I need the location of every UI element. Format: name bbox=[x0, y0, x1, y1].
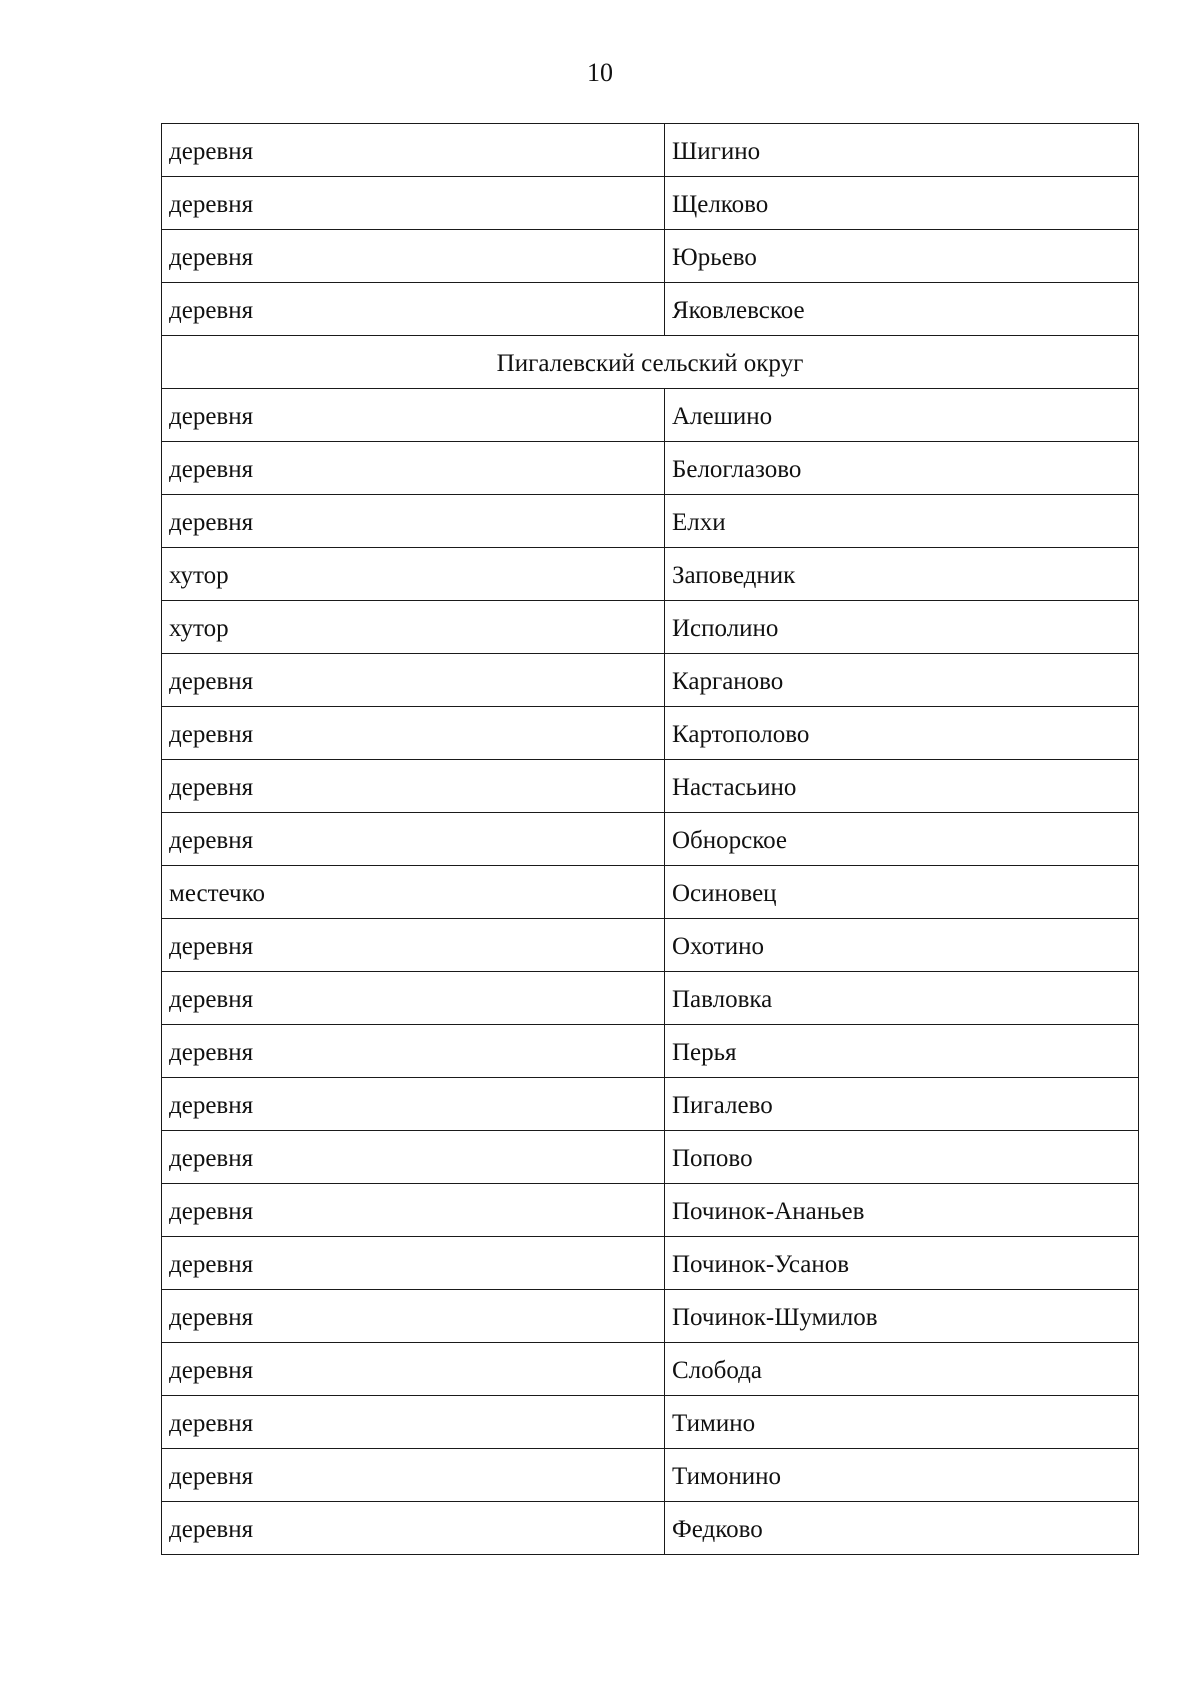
settlement-name: Пигалево bbox=[672, 1092, 773, 1119]
section-heading-row bbox=[162, 336, 1139, 389]
settlement-name: Карганово bbox=[672, 668, 784, 695]
settlement-type-cell bbox=[162, 1184, 665, 1237]
settlement-type: деревня bbox=[169, 827, 254, 854]
settlement-name-cell bbox=[665, 601, 1139, 654]
settlement-type-cell bbox=[162, 1025, 665, 1078]
settlement-type-cell bbox=[162, 1131, 665, 1184]
table-row bbox=[162, 124, 1139, 177]
settlement-type: деревня bbox=[169, 1145, 254, 1172]
settlement-type: деревня bbox=[169, 1357, 254, 1384]
district-heading-cell bbox=[162, 336, 1139, 389]
settlement-type: деревня bbox=[169, 1516, 254, 1543]
settlement-type: деревня bbox=[169, 1463, 254, 1490]
settlement-name: Картополово bbox=[672, 721, 810, 748]
settlement-name-cell bbox=[665, 1449, 1139, 1502]
table-row bbox=[162, 1237, 1139, 1290]
table-row bbox=[162, 1396, 1139, 1449]
settlement-type: деревня bbox=[169, 1039, 254, 1066]
settlement-name-cell bbox=[665, 177, 1139, 230]
table-row bbox=[162, 866, 1139, 919]
settlement-type: деревня bbox=[169, 721, 254, 748]
settlements-table bbox=[161, 123, 1139, 1555]
settlement-name-cell bbox=[665, 1184, 1139, 1237]
settlement-type-cell bbox=[162, 813, 665, 866]
settlement-name: Яковлевское bbox=[672, 297, 805, 324]
table-row bbox=[162, 495, 1139, 548]
table-row bbox=[162, 442, 1139, 495]
settlement-name: Починок-Ананьев bbox=[672, 1198, 865, 1225]
settlement-name: Павловка bbox=[672, 986, 773, 1013]
settlement-name-cell bbox=[665, 230, 1139, 283]
settlement-type: хутор bbox=[169, 615, 229, 642]
settlement-name: Починок-Усанов bbox=[672, 1251, 850, 1278]
settlement-type-cell bbox=[162, 442, 665, 495]
settlement-name-cell bbox=[665, 1237, 1139, 1290]
table-row bbox=[162, 1184, 1139, 1237]
settlement-type-cell bbox=[162, 866, 665, 919]
settlement-type: деревня bbox=[169, 1410, 254, 1437]
settlement-name: Щелково bbox=[672, 191, 769, 218]
settlement-name-cell bbox=[665, 972, 1139, 1025]
settlement-type-cell bbox=[162, 1237, 665, 1290]
table-row bbox=[162, 1078, 1139, 1131]
settlement-type: деревня bbox=[169, 986, 254, 1013]
settlement-type: деревня bbox=[169, 403, 254, 430]
settlement-type-cell bbox=[162, 1290, 665, 1343]
settlement-type: деревня bbox=[169, 933, 254, 960]
table-row bbox=[162, 548, 1139, 601]
settlement-type-cell bbox=[162, 1343, 665, 1396]
table-row bbox=[162, 919, 1139, 972]
settlement-name-cell bbox=[665, 707, 1139, 760]
settlement-name-cell bbox=[665, 1343, 1139, 1396]
settlement-type-cell bbox=[162, 919, 665, 972]
settlement-name: Перья bbox=[672, 1039, 737, 1066]
settlement-name: Белоглазово bbox=[672, 456, 802, 483]
settlement-name: Тимонино bbox=[672, 1463, 781, 1490]
table-row bbox=[162, 230, 1139, 283]
settlement-name: Шигино bbox=[672, 138, 761, 165]
table-row bbox=[162, 1343, 1139, 1396]
settlement-name-cell bbox=[665, 813, 1139, 866]
table-row bbox=[162, 1025, 1139, 1078]
settlement-type-cell bbox=[162, 177, 665, 230]
settlement-type: деревня bbox=[169, 1092, 254, 1119]
settlement-type: деревня bbox=[169, 1198, 254, 1225]
settlement-name-cell bbox=[665, 124, 1139, 177]
settlement-name: Осиновец bbox=[672, 880, 777, 907]
settlement-type: деревня bbox=[169, 138, 254, 165]
settlement-name-cell bbox=[665, 1396, 1139, 1449]
settlement-name: Тимино bbox=[672, 1410, 756, 1437]
settlement-name: Исполино bbox=[672, 615, 779, 642]
table-row bbox=[162, 601, 1139, 654]
settlement-type: деревня bbox=[169, 1304, 254, 1331]
table-row bbox=[162, 389, 1139, 442]
settlement-name-cell bbox=[665, 389, 1139, 442]
settlement-type-cell bbox=[162, 707, 665, 760]
settlement-type-cell bbox=[162, 601, 665, 654]
table-row bbox=[162, 283, 1139, 336]
table-row bbox=[162, 1290, 1139, 1343]
settlement-name: Юрьево bbox=[672, 244, 757, 271]
settlement-name: Настасьино bbox=[672, 774, 797, 801]
settlement-name-cell bbox=[665, 1290, 1139, 1343]
page-number: 10 bbox=[587, 58, 613, 87]
settlement-name-cell bbox=[665, 548, 1139, 601]
settlement-type-cell bbox=[162, 389, 665, 442]
settlement-type-cell bbox=[162, 760, 665, 813]
table-row bbox=[162, 177, 1139, 230]
settlement-type: хутор bbox=[169, 562, 229, 589]
table-row bbox=[162, 1131, 1139, 1184]
settlement-name-cell bbox=[665, 654, 1139, 707]
settlement-type: деревня bbox=[169, 774, 254, 801]
table-row bbox=[162, 1502, 1139, 1555]
settlement-name: Елхи bbox=[672, 509, 726, 536]
settlement-type: деревня bbox=[169, 244, 254, 271]
settlement-name: Федково bbox=[672, 1516, 763, 1543]
table-row bbox=[162, 813, 1139, 866]
settlement-name: Алешино bbox=[672, 403, 773, 430]
settlement-type-cell bbox=[162, 1502, 665, 1555]
district-heading: Пигалевский сельский округ bbox=[496, 350, 804, 377]
settlement-type: деревня bbox=[169, 191, 254, 218]
settlement-type-cell bbox=[162, 1078, 665, 1131]
settlement-type: деревня bbox=[169, 456, 254, 483]
settlement-name-cell bbox=[665, 1025, 1139, 1078]
settlement-type: деревня bbox=[169, 1251, 254, 1278]
settlement-type: деревня bbox=[169, 668, 254, 695]
settlement-name: Попово bbox=[672, 1145, 753, 1172]
settlement-type: деревня bbox=[169, 509, 254, 536]
settlement-type-cell bbox=[162, 495, 665, 548]
table-row bbox=[162, 707, 1139, 760]
table-row bbox=[162, 760, 1139, 813]
settlement-type-cell bbox=[162, 230, 665, 283]
settlement-type-cell bbox=[162, 548, 665, 601]
settlement-type-cell bbox=[162, 1449, 665, 1502]
settlement-name-cell bbox=[665, 283, 1139, 336]
settlement-name-cell bbox=[665, 866, 1139, 919]
settlement-type: деревня bbox=[169, 297, 254, 324]
settlement-name: Охотино bbox=[672, 933, 764, 960]
settlement-type: местечко bbox=[169, 880, 265, 907]
settlement-name: Слобода bbox=[672, 1357, 762, 1384]
settlement-name-cell bbox=[665, 1131, 1139, 1184]
table-row bbox=[162, 654, 1139, 707]
settlement-type-cell bbox=[162, 283, 665, 336]
settlement-name-cell bbox=[665, 442, 1139, 495]
settlement-name-cell bbox=[665, 760, 1139, 813]
settlement-name: Починок-Шумилов bbox=[672, 1304, 878, 1331]
settlement-type-cell bbox=[162, 1396, 665, 1449]
settlement-name-cell bbox=[665, 1078, 1139, 1131]
settlement-name-cell bbox=[665, 919, 1139, 972]
settlement-type-cell bbox=[162, 124, 665, 177]
settlement-type-cell bbox=[162, 972, 665, 1025]
settlement-name-cell bbox=[665, 1502, 1139, 1555]
table-row bbox=[162, 972, 1139, 1025]
settlement-type-cell bbox=[162, 654, 665, 707]
table-row bbox=[162, 1449, 1139, 1502]
settlement-name: Заповедник bbox=[672, 562, 796, 589]
settlement-name-cell bbox=[665, 495, 1139, 548]
settlement-name: Обнорское bbox=[672, 827, 788, 854]
